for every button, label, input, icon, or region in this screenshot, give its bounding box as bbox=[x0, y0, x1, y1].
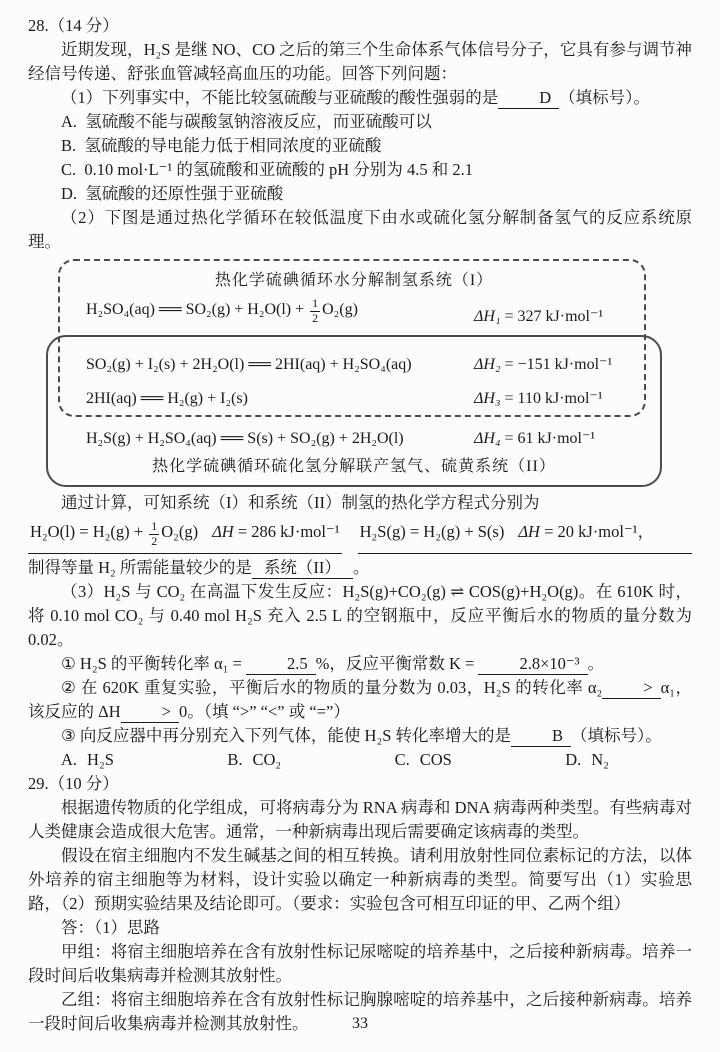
calc-answer-row bbox=[28, 518, 692, 554]
delta-h-label: ΔH bbox=[518, 522, 540, 541]
system-1-title: 热化学硫碘循环水分解制氢系统（I） bbox=[214, 272, 494, 289]
part1-answer-blank: D bbox=[498, 88, 559, 109]
delta-h2-label: ΔH₂ bbox=[474, 356, 501, 373]
calc-answer-blank-2 bbox=[358, 518, 692, 554]
option-b-text: 氢硫酸的导电能力低于相同浓度的亚硫酸 bbox=[84, 136, 382, 155]
equation-1-formula bbox=[86, 296, 358, 325]
gas-option-d bbox=[565, 748, 609, 772]
fraction-numerator: 1 bbox=[312, 296, 319, 310]
calc-tail bbox=[28, 556, 692, 580]
equation-1-post: O₂(g) bbox=[322, 300, 358, 318]
calc-eq2-formula: H₂S(g) = H₂(g) + S(s) bbox=[359, 522, 505, 541]
item-2-blank-1: > bbox=[602, 678, 660, 699]
fraction-denominator: 2 bbox=[312, 310, 319, 325]
system-2-title: 热化学硫碘循环硫化氢分解联产氢气、硫黄系统（II） bbox=[152, 458, 556, 475]
option-d-label: D. bbox=[61, 184, 78, 203]
item-2-pre: ② 在 620K 重复实验，平衡后水的物质的量分数为 0.03，H₂S 的转化率 α₂ bbox=[61, 677, 603, 697]
equation-3-row bbox=[86, 387, 638, 411]
question-28-intro: 近期发现，H₂S 是继 NO、CO 之后的第三个生命体系气体信号分子，它具有参与调节神经信号传递、舒张血管减轻高血压的功能。回答下列问题： bbox=[28, 40, 692, 83]
gas-option-d-label: D. bbox=[565, 749, 582, 769]
gas-option-b-text: CO₂ bbox=[252, 749, 282, 769]
option-c-text: 0.10 mol·L⁻¹ 的氢硫酸和亚硫酸的 pH 分别为 4.5 和 2.1 bbox=[84, 160, 473, 179]
calc-eq1-post: O₂(g) bbox=[161, 522, 199, 541]
gas-option-a-text: H₂S bbox=[87, 749, 114, 769]
question-28-part3: （3）H₂S 与 CO₂ 在高温下发生反应：H₂S(g)+CO₂(g) ⇌ COS(g)+H₂O(g)。在 610K 时，将 0.10 mol CO₂ 与 0.40 mol H₂S 充入 2.5 L 的空钢瓶中，反应平衡后水的物质的量分数为 0.02。 bbox=[28, 581, 692, 649]
option-d-text: 氢硫酸的还原性强于亚硫酸 bbox=[85, 184, 284, 203]
item-1-pre: ① H₂S 的平衡转化率 α₁ = bbox=[61, 653, 246, 673]
delta-h2-value: = −151 kJ·mol⁻¹ bbox=[500, 356, 613, 373]
delta-h4-label: ΔH₄ bbox=[474, 430, 501, 447]
page-number: 33 bbox=[352, 1015, 368, 1032]
fraction-numerator: 1 bbox=[151, 519, 158, 534]
equation-1-pre: H₂SO₄(aq) ══ SO₂(g) + H₂O(l) + bbox=[86, 300, 309, 318]
item-3 bbox=[28, 724, 692, 748]
part1-text: （1）下列事实中，不能比较氢硫酸与亚硫酸的酸性强弱的是 bbox=[61, 88, 499, 107]
item-1-post: 。 bbox=[587, 653, 605, 673]
delta-h3-label: ΔH₃ bbox=[474, 390, 501, 407]
calc-tail-answer-blank: 系统（II） bbox=[252, 558, 353, 579]
item-3-answer-blank: B bbox=[511, 726, 571, 747]
option-a-text: 氢硫酸不能与碳酸氢钠溶液反应，而亚硫酸可以 bbox=[85, 112, 432, 131]
equation-2-row bbox=[86, 353, 638, 377]
calc-tail-text: 制得等量 H₂ 所需能量较少的是 bbox=[28, 557, 252, 577]
item-3-post: （填标号）。 bbox=[571, 725, 662, 745]
item-2-blank-2: > bbox=[121, 702, 179, 723]
calc-answer-blank-1 bbox=[28, 518, 342, 554]
part1-suffix: （填标号）。 bbox=[559, 88, 650, 107]
delta-h-value: = 20 kJ·mol⁻¹， bbox=[539, 522, 655, 541]
question-29-para1: 根据遗传物质的化学组成，可将病毒分为 RNA 病毒和 DNA 病毒两种类型。有些病毒对人类健康会造成很大危害。通常，一种新病毒出现后需要确定该病毒的类型。 bbox=[28, 797, 692, 841]
question-28-number: 28.（14 分） bbox=[28, 16, 119, 35]
equation-1-enthalpy bbox=[474, 305, 603, 329]
one-half-fraction bbox=[310, 297, 320, 326]
delta-h1-label: ΔH₁ bbox=[474, 308, 501, 325]
item-1 bbox=[28, 652, 692, 676]
question-28-part1 bbox=[28, 86, 692, 110]
calc-lead: 通过计算，可知系统（I）和系统（II）制氢的热化学方程式分别为 bbox=[61, 493, 540, 512]
one-half-fraction bbox=[149, 520, 159, 549]
delta-h-label: ΔH bbox=[212, 522, 234, 541]
equation-3-enthalpy bbox=[474, 387, 603, 411]
calc-eq2-enthalpy bbox=[518, 522, 654, 541]
equation-4-enthalpy bbox=[474, 427, 595, 451]
calc-eq1-enthalpy bbox=[212, 522, 340, 541]
question-29-number: 29.（10 分） bbox=[28, 773, 119, 793]
item-3-pre: ③ 向反应器中再分别充入下列气体，能使 H₂S 转化率增大的是 bbox=[61, 725, 512, 745]
equation-4-row bbox=[86, 427, 638, 451]
option-c bbox=[28, 158, 692, 182]
question-29-group1: 甲组：将宿主细胞培养在含有放射性标记尿嘧啶的培养基中，之后接种新病毒。培养一段时间后收集病毒并检测其放射性。 bbox=[28, 941, 692, 985]
delta-h3-value: = 110 kJ·mol⁻¹ bbox=[500, 390, 603, 407]
gas-option-a bbox=[61, 748, 114, 772]
equation-4-formula: H₂S(g) + H₂SO₄(aq) ══ S(s) + SO₂(g) + 2H₂O(l) bbox=[86, 430, 404, 447]
calc-eq1-pre: H₂O(l) = H₂(g) + bbox=[30, 522, 148, 541]
gas-option-b bbox=[227, 748, 281, 772]
fraction-denominator: 2 bbox=[151, 534, 158, 548]
gas-option-c-text: COS bbox=[419, 749, 452, 769]
question-29-para2: 假设在宿主细胞内不发生碱基之间的相互转换。请利用放射性同位素标记的方法，以体外培养的宿主细胞等为材料，设计实验以确定一种新病毒的类型。简要写出（1）实验思路，（2）预期实验结果及结论即可。（要求：实验包含可相互印证的甲、乙两个组） bbox=[28, 845, 692, 913]
gas-option-c bbox=[395, 748, 452, 772]
item-1-blank-1: 2.5 bbox=[246, 654, 316, 675]
gas-option-b-label: B. bbox=[227, 749, 243, 769]
item-2-post: 0。（填 “>” “<” 或 “=”） bbox=[178, 701, 350, 721]
calc-tail-suffix: 。 bbox=[352, 557, 370, 577]
equation-3-formula: 2HI(aq) ══ H₂(g) + I₂(s) bbox=[86, 390, 248, 407]
option-a bbox=[28, 110, 692, 134]
delta-h1-value: = 327 kJ·mol⁻¹ bbox=[500, 308, 604, 325]
option-c-label: C. bbox=[61, 160, 77, 179]
option-b bbox=[28, 134, 692, 158]
option-d bbox=[28, 182, 692, 206]
question-29-answer-label: 答：（1）思路 bbox=[61, 917, 160, 937]
question-28-part2: （2）下图是通过热化学循环在较低温度下由水或硫化氢分解制备氢气的反应系统原理。 bbox=[28, 208, 692, 251]
gas-option-d-text: N₂ bbox=[591, 749, 609, 769]
item-1-mid: %，反应平衡常数 K = bbox=[315, 653, 479, 673]
delta-h-value: = 286 kJ·mol⁻¹ bbox=[233, 522, 340, 541]
option-b-label: B. bbox=[61, 136, 77, 155]
gas-option-a-label: A. bbox=[61, 749, 78, 769]
gas-option-c-label: C. bbox=[394, 749, 410, 769]
equation-2-enthalpy bbox=[474, 353, 612, 377]
item-2 bbox=[28, 676, 692, 724]
gas-options-row bbox=[61, 748, 609, 772]
thermochemical-cycle-diagram bbox=[46, 257, 662, 487]
equation-2-formula: SO₂(g) + I₂(s) + 2H₂O(l) ══ 2HI(aq) + H₂SO₄(aq) bbox=[86, 356, 412, 373]
option-a-label: A. bbox=[61, 112, 78, 131]
question-29-group2: 乙组：将宿主细胞培养在含有放射性标记胸腺嘧啶的培养基中，之后接种新病毒。培养一段时间后收集病毒并检测其放射性。 bbox=[28, 989, 692, 1033]
item-1-blank-2: 2.8×10⁻³ bbox=[478, 654, 587, 675]
equation-1-row bbox=[86, 297, 638, 326]
item-2-mid: α₁，该反应的 ΔH bbox=[28, 677, 692, 721]
delta-h4-value: = 61 kJ·mol⁻¹ bbox=[500, 430, 596, 447]
